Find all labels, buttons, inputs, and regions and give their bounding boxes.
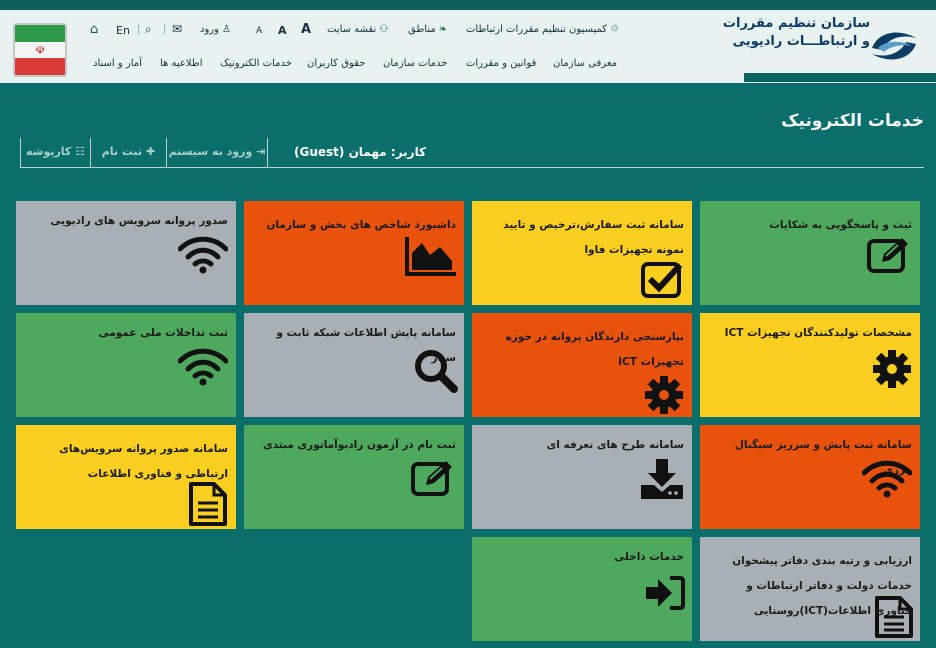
org-name-line2: و ارتباطـــات رادیویی xyxy=(732,34,870,49)
org-name-line1: سازمان تنظیم مقررات xyxy=(722,16,870,31)
tile-interference[interactable] xyxy=(16,313,236,417)
search-icon xyxy=(414,349,458,393)
nav-stats[interactable]: آمار و اسناد xyxy=(93,58,142,69)
login-link[interactable]: ♙ورود xyxy=(200,24,231,35)
nav-user-rights[interactable]: حقوق کاربران xyxy=(307,58,366,69)
divider: | xyxy=(163,24,167,35)
tile-title: سامانه ثبت پایش و سرریز سیگنال مرزی xyxy=(734,439,912,476)
tile-title: داشبورد شاخص های بخش و سازمان xyxy=(266,219,456,231)
sign-in-icon xyxy=(644,575,686,611)
tile-complaints[interactable] xyxy=(700,201,920,305)
tile-title: نیازسنجی دارندگان پروانه در حوزه تجهیزات ICT xyxy=(505,331,684,368)
tile-ict-manufacturers[interactable] xyxy=(700,313,920,417)
tile-network-monitoring[interactable] xyxy=(244,313,464,417)
document-icon xyxy=(188,481,228,527)
tile-tariff[interactable] xyxy=(472,425,692,529)
gear-icon xyxy=(644,375,684,415)
tile-border-signal[interactable] xyxy=(700,425,920,529)
font-small-button[interactable]: A xyxy=(256,26,263,36)
tile-title: سامانه طرح های تعرفه ای xyxy=(546,439,684,451)
wifi-icon xyxy=(178,236,228,274)
map-icon: ❧ xyxy=(438,24,448,35)
lang-switch[interactable]: En xyxy=(116,24,130,37)
tile-title: سامانه صدور پروانه سرویس‌های ارتباطی و فناوری اطلاعات xyxy=(59,443,228,480)
tile-fava[interactable] xyxy=(472,201,692,305)
nav-services[interactable]: خدمات سازمان xyxy=(383,58,448,69)
tile-title: ارزیابی و رتبه بندی دفاتر پیشخوان خدمات دولت و دفاتر ارتباطات و فناوری اطلاعات(ICT)روستایی xyxy=(732,555,912,617)
register-button[interactable]: ✚ ثبت نام xyxy=(90,138,166,168)
tile-title: خدمات داخلی xyxy=(614,551,684,563)
wifi-icon xyxy=(178,348,228,386)
dashboard-icon: ☷ xyxy=(75,145,86,158)
wifi-icon xyxy=(862,460,912,498)
tile-title: ثبت و پاسخگویی به شکایات xyxy=(769,219,912,231)
nav-announcements[interactable]: اطلاعیه ها xyxy=(160,58,203,69)
page-title: خدمات الکترونیک xyxy=(781,111,924,131)
current-user: کاربر: مهمان (Guest) xyxy=(294,145,427,159)
tile-title: ثبت تداخلات ملی عمومی xyxy=(98,327,228,339)
tile-amateur-exam[interactable] xyxy=(244,425,464,529)
edit-icon xyxy=(866,236,912,274)
logo-underline xyxy=(744,73,936,82)
user-bar xyxy=(20,138,924,168)
font-medium-button[interactable]: A xyxy=(278,24,287,37)
commission-link[interactable]: ♲کمیسیون تنظیم مقررات ارتباطات xyxy=(466,24,620,35)
tile-dashboard[interactable] xyxy=(244,201,464,305)
user-icon: ♙ xyxy=(221,24,231,35)
home-icon[interactable]: ⌂ xyxy=(90,22,99,37)
nav-about[interactable]: معرفی سازمان xyxy=(553,58,617,69)
login-button[interactable]: ⇥ ورود به سیستم xyxy=(166,138,268,168)
dashboard-button[interactable]: ☷ کارپوشه xyxy=(20,138,90,168)
sign-in-icon: ⇥ xyxy=(256,145,266,158)
download-icon xyxy=(640,458,684,500)
mail-icon[interactable]: ✉ xyxy=(172,22,183,36)
tile-needs-survey[interactable] xyxy=(472,313,692,417)
top-strip xyxy=(0,0,936,10)
area-chart-icon xyxy=(404,235,458,277)
edit-icon xyxy=(410,459,456,497)
nav-laws[interactable]: قوانین و مقررات xyxy=(466,58,537,69)
tile-title: صدور پروانه سرویس های رادیویی xyxy=(50,215,228,227)
emblem-icon: ☫ xyxy=(35,43,45,57)
checkbox-icon xyxy=(640,261,684,299)
nav-e-services[interactable]: خدمات الکترونیک xyxy=(220,58,292,69)
tile-title: ثبت نام در آزمون رادیوآماتوری مبتدی xyxy=(263,439,456,451)
iran-flag xyxy=(13,23,67,77)
search-icon[interactable]: ⌕ xyxy=(145,22,152,36)
sitemap-icon: ⚇ xyxy=(379,24,389,35)
tile-comm-license[interactable] xyxy=(16,425,236,529)
sitemap-link[interactable]: ⚇نقشه سایت xyxy=(327,24,389,35)
user-plus-icon: ✚ xyxy=(146,145,156,158)
tile-rural-offices[interactable] xyxy=(700,537,920,641)
tile-internal[interactable] xyxy=(472,537,692,641)
gear-icon xyxy=(872,349,912,389)
tile-title: سامانه ثبت سفارش،ترخیص و تایید نمونه تجهیزات فاوا xyxy=(503,219,684,256)
divider: | xyxy=(137,24,141,35)
tile-radio-license[interactable] xyxy=(16,201,236,305)
recycle-icon: ♲ xyxy=(610,24,620,35)
tile-title: مشخصات تولیدکنندگان تجهیزات ICT xyxy=(724,327,912,339)
document-icon xyxy=(874,595,914,639)
font-large-button[interactable]: A xyxy=(301,22,312,37)
regions-link[interactable]: ❧مناطق xyxy=(408,24,448,35)
org-logo-icon xyxy=(868,26,920,66)
tile-title: سامانه پایش اطلاعات شبکه ثابت و سیار xyxy=(276,327,456,364)
